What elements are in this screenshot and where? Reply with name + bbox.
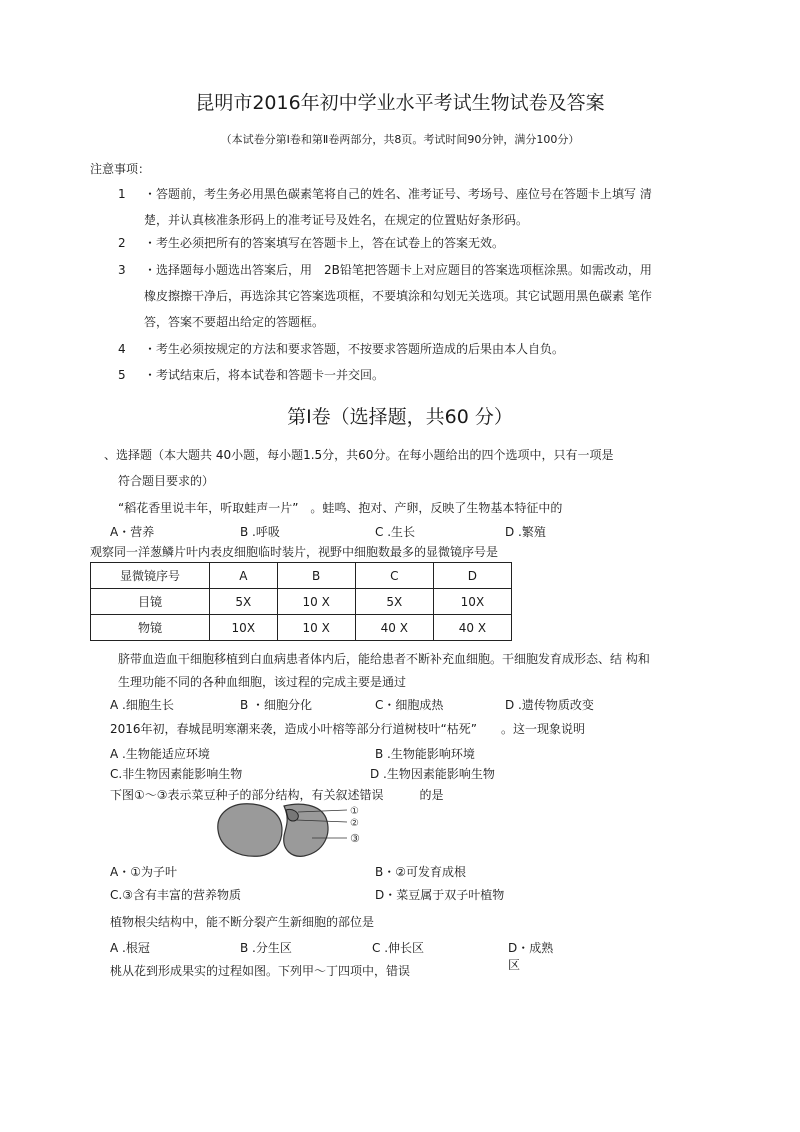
section-intro: 、选择题（本大题共 40小题，每小题1.5分，共60分。在每小题给出的四个选项中，只有一项是 (104, 448, 614, 462)
question-5-stem: 下图①～③表示菜豆种子的部分结构，有关叙述错误 的是 (110, 788, 444, 802)
question-1-stem: “稻花香里说丰年，听取蛙声一片” 。蛙鸣、抱对、产卵，反映了生物基本特征中的 (118, 501, 563, 515)
figure-label-2: ② (350, 818, 359, 829)
q6-option-b: B .分生区 (240, 941, 292, 955)
q1-option-b: B .呼吸 (240, 525, 280, 539)
q3-option-c: C・细胞成热 (375, 698, 444, 712)
figure-label-1: ① (350, 806, 359, 817)
rule-5: 5 ・考试结束后，将本试卷和答题卡一并交回。 (118, 368, 385, 382)
question-4-stem: 2016年初，春城昆明寒潮来袭，造成小叶榕等部分行道树枝叶“枯死” 。这一现象说明 (110, 722, 585, 736)
q3-option-b: B ・细胞分化 (240, 698, 313, 712)
q1-option-c: C .生长 (375, 525, 416, 539)
q4-option-c: C.非生物因素能影响生物 (110, 767, 243, 781)
bean-seed-figure (212, 800, 382, 860)
rule-1: 1 ・答题前，考生务必用黑色碳素笔将自己的姓名、准考证号、考场号、座位号在答题卡上填写 清 楚，并认真核准条形码上的准考证号及姓名，在规定的位置贴好条形码。 (118, 187, 652, 227)
question-3-stem: 脐带血造血干细胞移植到白血病患者体内后，能给患者不断补充血细胞。干细胞发育成形态、结 构和 (118, 652, 650, 666)
q1-option-a: A・营养 (110, 525, 155, 539)
q6-option-d-cont: 区 (508, 958, 521, 972)
rule-2: 2 ・考生必须把所有的答案填写在答题卡上，答在试卷上的答案无效。 (118, 236, 505, 250)
q4-option-a: A .生物能适应环境 (110, 747, 210, 761)
exam-info: （本试卷分第Ⅰ卷和第Ⅱ卷两部分，共8页。考试时间90分钟，满分100分） (220, 133, 580, 146)
q4-option-d: D .生物因素能影响生物 (370, 767, 495, 781)
page-title: 昆明市2016年初中学业水平考试生物试卷及答案 (195, 92, 605, 114)
bean-cotyledon-left (218, 804, 282, 856)
section-title: 第Ⅰ卷（选择题，共60 分） (287, 406, 513, 428)
q1-option-d: D .繁殖 (505, 525, 546, 539)
question-7-stem: 桃从花到形成果实的过程如图。下列甲～丁四项中，错误 (110, 964, 411, 978)
microscope-table (90, 562, 512, 641)
section-intro-cont: 符合题目要求的） (118, 474, 215, 488)
q6-option-a: A .根冠 (110, 941, 150, 955)
q6-option-d: D・成熟 (508, 941, 554, 955)
table-row: 物镜 10X 10 X 40 X 40 X (91, 615, 512, 641)
rule-3: 3 ・选择题每小题选出答案后，用 2B铅笔把答题卡上对应题目的答案选项框涂黑。如需改动，用 橡皮擦擦干净后，再选涂其它答案选项框，不要填涂和勾划无关选项。其它试题用黑色碳素 笔作 答，答案不要超出给定的答题框。 (118, 263, 652, 329)
q5-option-c: C.③含有丰富的营养物质 (110, 888, 241, 902)
table-row: 目镜 5X 10 X 5X 10X (91, 589, 512, 615)
q6-option-c: C .伸长区 (372, 941, 425, 955)
q3-option-d: D .遗传物质改变 (505, 698, 594, 712)
question-6-stem: 植物根尖结构中，能不断分裂产生新细胞的部位是 (110, 915, 375, 929)
q5-option-b: B・②可发育成根 (375, 865, 466, 879)
question-2-stem: 观察同一洋葱鳞片叶内表皮细胞临时装片，视野中细胞数最多的显微镜序号是 (90, 545, 499, 559)
q5-option-d: D・菜豆属于双子叶植物 (375, 888, 505, 902)
rule-4: 4 ・考生必须按规定的方法和要求答题，不按要求答题所造成的后果由本人自负。 (118, 342, 565, 356)
q5-option-a: A・①为子叶 (110, 865, 177, 879)
table-header-row: 显微镜序号 A B C D (91, 563, 512, 589)
q4-option-b: B .生物能影响环境 (375, 747, 475, 761)
notice-label: 注意事项： (90, 162, 151, 176)
question-3-stem-cont: 生理功能不同的各种血细胞，该过程的完成主要是通过 (118, 675, 407, 689)
q3-option-a: A .细胞生长 (110, 698, 174, 712)
figure-label-3: ③ (350, 832, 360, 845)
